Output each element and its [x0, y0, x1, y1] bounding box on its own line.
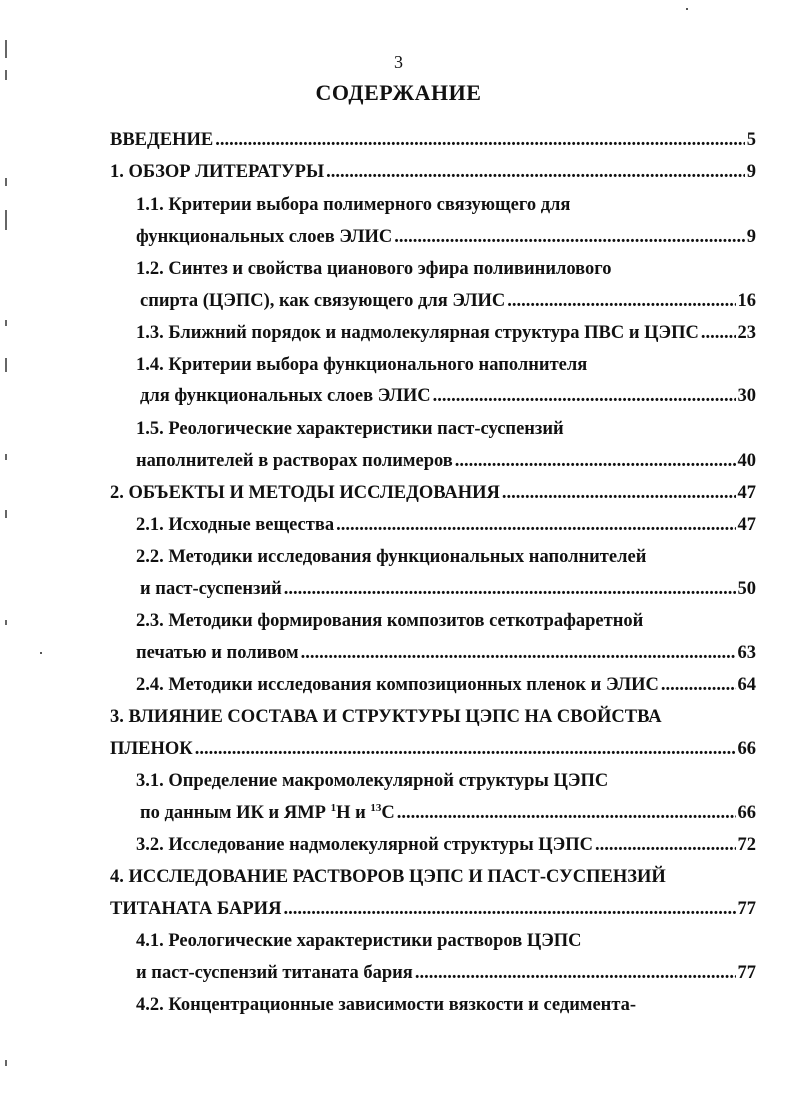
toc-page-number: 66 [737, 739, 756, 759]
toc-entry-label: и паст-суспензий [140, 579, 282, 599]
toc-entry-1-2-line1[interactable]: 1.2. Синтез и свойства цианового эфира поливинилового [136, 259, 612, 279]
toc-entry-label: 2. ОБЪЕКТЫ И МЕТОДЫ ИССЛЕДОВАНИЯ [110, 483, 500, 503]
dot-leader [283, 896, 735, 922]
page-number: 3 [394, 52, 403, 72]
toc-page-number: 63 [737, 643, 756, 663]
toc-entry-3-2[interactable] [136, 832, 756, 858]
toc-entry-label: спирта (ЦЭПС), как связующего для ЭЛИС [140, 291, 506, 311]
toc-entry-label: 2.1. Исходные вещества [136, 515, 335, 535]
toc-entry-2-2[interactable] [140, 576, 756, 602]
toc-entry-1-3[interactable] [136, 320, 756, 346]
toc-page-number: 64 [737, 675, 756, 695]
toc-entry-label: и паст-суспензий титаната бария [136, 963, 413, 983]
toc-entry-3-1-line1[interactable]: 3.1. Определение макромолекулярной структуры ЦЭПС [136, 771, 609, 791]
toc-entry-chapter-4[interactable] [110, 896, 756, 922]
toc-entry-label: ТИТАНАТА БАРИЯ [110, 899, 282, 919]
toc-page-number: 40 [737, 451, 756, 471]
toc-page-number: 5 [746, 130, 756, 150]
dot-leader [415, 960, 736, 986]
toc-page-number: 30 [737, 386, 756, 406]
dot-leader [215, 127, 745, 153]
toc-entry-label: 2.4. Методики исследования композиционных пленок и ЭЛИС [136, 675, 659, 695]
toc-entry-4-1-line1[interactable]: 4.1. Реологические характеристики растворов ЦЭПС [136, 931, 582, 951]
toc-entry-label: печатью и поливом [136, 643, 299, 663]
toc-entry-1-2[interactable] [140, 288, 756, 314]
dot-leader [284, 576, 736, 602]
toc-entry-1-1[interactable] [136, 224, 756, 250]
toc-page-number: 16 [737, 291, 756, 311]
dot-leader [394, 224, 744, 250]
dot-leader [661, 672, 736, 698]
toc-entry-1-4-line1[interactable]: 1.4. Критерии выбора функционального наполнителя [136, 355, 588, 375]
toc-entry-2-2-line1[interactable]: 2.2. Методики исследования функциональных наполнителей [136, 547, 647, 567]
toc-entry-label: по данным ИК и ЯМР $^1$Н и $^{13}$С [140, 801, 395, 823]
toc-entry-label: 1. ОБЗОР ЛИТЕРАТУРЫ [110, 162, 325, 182]
toc-entry-label: функциональных слоев ЭЛИС [136, 227, 393, 247]
toc-entry-1-4[interactable] [140, 383, 756, 409]
dot-leader [502, 480, 736, 506]
dot-leader [433, 383, 736, 409]
toc-entry-2-3-line1[interactable]: 2.3. Методики формирования композитов сеткотрафаретной [136, 611, 644, 631]
toc-entry-chapter-3-line1[interactable]: 3. ВЛИЯНИЕ СОСТАВА И СТРУКТУРЫ ЦЭПС НА СВОЙСТВА [110, 707, 662, 727]
dot-leader [455, 448, 736, 474]
toc-entry-chapter-2[interactable] [110, 480, 756, 506]
toc-page-number: 77 [737, 899, 756, 919]
toc-page-number: 50 [737, 579, 756, 599]
dot-leader [397, 800, 736, 826]
toc-entry-label: 1.3. Ближний порядок и надмолекулярная структура ПВС и ЦЭПС [136, 323, 699, 343]
toc-entry-label: ВВЕДЕНИЕ [110, 130, 214, 150]
toc-entry-label: для функциональных слоев ЭЛИС [140, 386, 431, 406]
toc-page-number: 23 [737, 323, 756, 343]
toc-entry-chapter-3[interactable] [110, 736, 756, 762]
superscript: 13 [370, 801, 382, 814]
page-title: СОДЕРЖАНИЕ [315, 80, 482, 105]
dot-leader [701, 320, 736, 346]
toc-entry-label: 3.2. Исследование надмолекулярной структуры ЦЭПС [136, 835, 593, 855]
toc-entry-1-5-line1[interactable]: 1.5. Реологические характеристики паст-суспензий [136, 419, 564, 439]
toc-page-number: 77 [737, 963, 756, 983]
toc-entry-3-1[interactable] [140, 800, 756, 826]
toc-entry-label: ПЛЕНОК [110, 739, 193, 759]
toc-entry-2-3[interactable] [136, 640, 756, 666]
toc-page-number: 47 [737, 515, 756, 535]
dot-leader [336, 512, 735, 538]
dot-leader [507, 288, 735, 314]
superscript: 1 [330, 801, 337, 814]
toc-entry-1-5[interactable] [136, 448, 756, 474]
toc-page-number: 72 [737, 835, 756, 855]
toc-entry-4-2-line1[interactable]: 4.2. Концентрационные зависимости вязкости и седимента- [136, 995, 637, 1015]
toc-entry-2-4[interactable] [136, 672, 756, 698]
toc-entry-chapter-4-line1[interactable]: 4. ИССЛЕДОВАНИЕ РАСТВОРОВ ЦЭПС И ПАСТ-СУСПЕНЗИЙ [110, 867, 666, 887]
toc-entry-4-1[interactable] [136, 960, 756, 986]
toc-page-number: 66 [737, 803, 756, 823]
toc-entry-label: наполнителей в растворах полимеров [136, 451, 453, 471]
toc-entry-1-1-line1[interactable]: 1.1. Критерии выбора полимерного связующего для [136, 195, 571, 215]
toc-page-number: 47 [737, 483, 756, 503]
toc-page-number: 9 [746, 227, 756, 247]
dot-leader [301, 640, 736, 666]
dot-leader [595, 832, 736, 858]
dot-leader [195, 736, 736, 762]
toc-page-number: 9 [746, 162, 756, 182]
toc-entry-intro[interactable] [110, 127, 756, 153]
dot-leader [326, 159, 745, 185]
toc-entry-chapter-1[interactable] [110, 159, 756, 185]
toc-entry-2-1[interactable] [136, 512, 756, 538]
